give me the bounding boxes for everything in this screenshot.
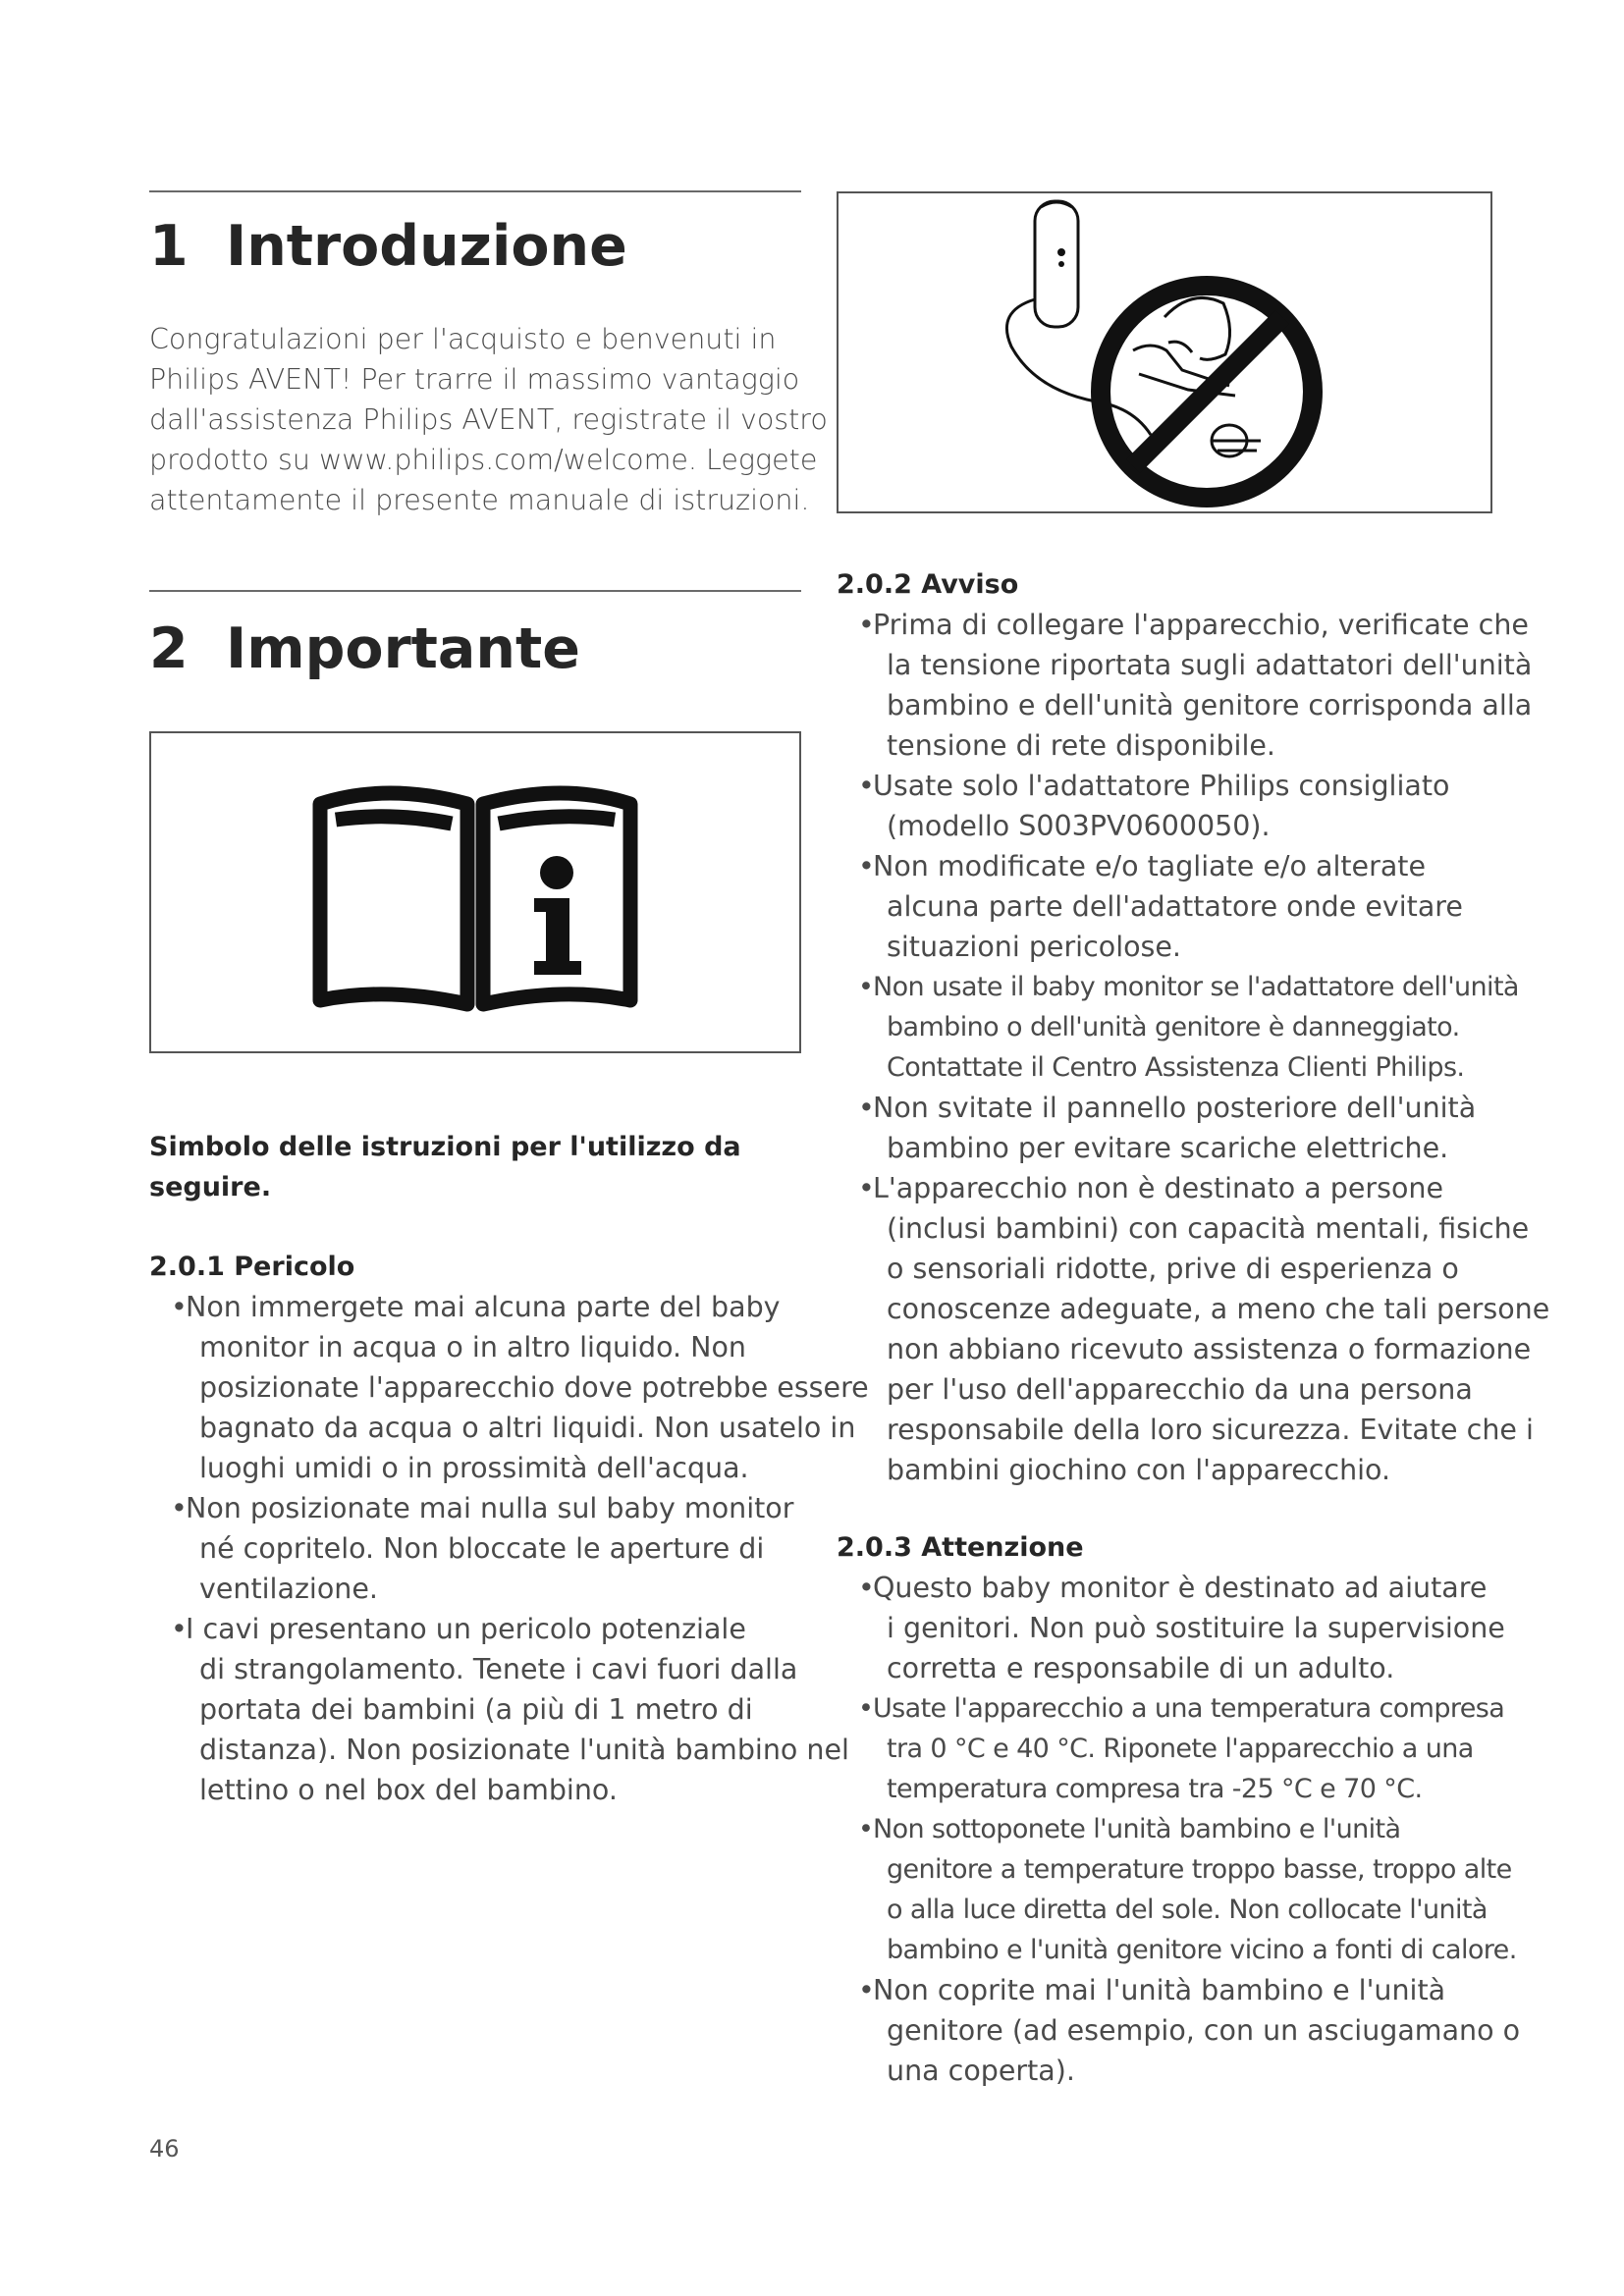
list-item-line: ventilazione. (199, 1573, 378, 1605)
info-book-icon (151, 733, 799, 1051)
symbol-caption-line: seguire. (149, 1172, 272, 1202)
list-item: • I cavi presentano un pericolo potenziale di strangolamento. Tenete i cavi fuori dalla portata dei bambini (a più di 1 metro di distanza). Non posizionate l'unità bambino nel lettino o nel box del bambino. (149, 1609, 817, 1810)
list-item-line: distanza). Non posizionate l'unità bambino nel (199, 1734, 849, 1766)
pericolo-heading: 2.0.1 Pericolo (149, 1252, 355, 1282)
list-item-line: bambino o dell'unità genitore è danneggiato. (887, 1012, 1460, 1042)
intro-line: Philips AVENT! Per trarre il massimo vantaggio (149, 363, 800, 396)
list-item-line: bambino per evitare scariche elettriche. (887, 1132, 1449, 1164)
section1-number: 1 (149, 214, 189, 279)
avviso-list-rest (837, 1088, 1550, 1490)
list-item-line: L'apparecchio non è destinato a persone (873, 1172, 1443, 1204)
list-item-line: non abbiano ricevuto assistenza o formazione (887, 1333, 1532, 1365)
intro-line: attentamente il presente manuale di istruzioni. (149, 484, 810, 516)
list-item-line: Non modificate e/o tagliate e/o alterate (873, 850, 1426, 882)
list-item-line: (inclusi bambini) con capacità mentali, fisiche (887, 1212, 1530, 1245)
attenzione-heading: 2.0.3 Attenzione (837, 1532, 1084, 1563)
avviso-section (837, 564, 1550, 1490)
list-item: • Usate solo l'adattatore Philips consigliato (modello S003PV0600050). (837, 766, 1524, 846)
intro-line: Congratulazioni per l'acquisto e benvenuti in (149, 323, 777, 355)
section2-heading (149, 616, 580, 681)
section2-number: 2 (149, 616, 189, 681)
symbol-caption-line: Simbolo delle istruzioni per l'utilizzo da (149, 1132, 741, 1162)
list-item-line: Usate l'apparecchio a una temperatura compresa (873, 1693, 1505, 1724)
attenzione-section (837, 1527, 1524, 2091)
page-number: 46 (149, 2135, 180, 2163)
list-item-line: Non sottoponete l'unità bambino e l'unità (873, 1814, 1401, 1844)
list-item: • Non posizionate mai nulla sul baby monitor né copritelo. Non bloccate le aperture di ventilazione. (149, 1488, 817, 1609)
list-item: • L'apparecchio non è destinato a persone (inclusi bambini) con capacità mentali, fisiche o sensoriali ridotte, prive di esperienza o conoscenze adeguate, a meno che tali persone non abbiano ricevuto assistenza o formazione per l'uso dell'apparecchio da una persona responsabile della loro sicurezza. Evitate che i bambini giochino con l'apparecchio. (837, 1168, 1524, 1490)
list-item-line: Questo baby monitor è destinato ad aiutare (873, 1572, 1488, 1604)
list-item-line: alcuna parte dell'adattatore onde evitare (887, 890, 1463, 923)
list-item: • Non coprite mai l'unità bambino e l'unità genitore (ad esempio, con un asciugamano o una coperta). (837, 1970, 1524, 2091)
list-item: • Non immergete mai alcuna parte del baby monitor in acqua o in altro liquido. Non posizionate l'apparecchio dove potrebbe essere bagnato da acqua o altri liquidi. Non usatelo in luoghi umidi o in prossimità dell'acqua. (149, 1287, 817, 1488)
list-item-line: tra 0 °C e 40 °C. Riponete l'apparecchio a una (887, 1734, 1474, 1764)
list-item-line: o alla luce diretta del sole. Non collocate l'unità (887, 1895, 1488, 1925)
attenzione-list-condensed (837, 1688, 1524, 1970)
avviso-list (837, 605, 1533, 967)
list-item-line: corretta e responsabile di un adulto. (887, 1652, 1395, 1684)
list-item-line: tensione di rete disponibile. (887, 729, 1275, 762)
list-item-line: Non posizionate mai nulla sul baby monitor (186, 1492, 794, 1524)
list-item: • Non sottoponete l'unità bambino e l'unità genitore a temperature troppo basse, troppo alte o alla luce diretta del sole. Non collocate l'unità bambino e l'unità genitore vicino a fonti di calore. (837, 1809, 1524, 1970)
list-item-line: portata dei bambini (a più di 1 metro di (199, 1693, 753, 1726)
list-item-line: per l'uso dell'apparecchio da una persona (887, 1373, 1473, 1406)
list-item-line: responsabile della loro sicurezza. Evitate che i (887, 1414, 1534, 1446)
intro-paragraph (149, 319, 828, 520)
attenzione-list (837, 1568, 1524, 1688)
list-item: • Non usate il baby monitor se l'adattatore dell'unità bambino o dell'unità genitore è danneggiato. Contattate il Centro Assistenza Clienti Philips. (837, 967, 1524, 1088)
list-item-line: luoghi umidi o in prossimità dell'acqua. (199, 1452, 749, 1484)
section1-title: Introduzione (226, 214, 627, 279)
attenzione-list-rest (837, 1970, 1524, 2091)
symbol-caption (149, 1127, 741, 1207)
list-item-line: Non svitate il pannello posteriore dell'unità (873, 1092, 1477, 1124)
list-item-line: bambino e l'unità genitore vicino a fonti di calore. (887, 1935, 1517, 1965)
list-item-line: Contattate il Centro Assistenza Clienti Philips. (887, 1052, 1465, 1083)
list-item-line: Usate solo l'adattatore Philips consigliato (873, 770, 1450, 802)
list-item-line: lettino o nel box del bambino. (199, 1774, 618, 1806)
intro-line: dall'assistenza Philips AVENT, registrate il vostro (149, 403, 828, 436)
list-item-line: genitore (ad esempio, con un asciugamano o (887, 2014, 1521, 2047)
intro-line: prodotto su www.philips.com/welcome. Leggete (149, 444, 818, 476)
list-item: • Non modificate e/o tagliate e/o alterate alcuna parte dell'adattatore onde evitare situazioni pericolose. (837, 846, 1524, 967)
list-item-line: Non immergete mai alcuna parte del baby (186, 1291, 781, 1323)
list-item-line: temperatura compresa tra -25 °C e 70 °C. (887, 1774, 1423, 1804)
list-item-line: di strangolamento. Tenete i cavi fuori dalla (199, 1653, 798, 1685)
list-item-line: i genitori. Non può sostituire la supervisione (887, 1612, 1505, 1644)
list-item-line: I cavi presentano un pericolo potenziale (186, 1613, 746, 1645)
list-item-line: o sensoriali ridotte, prive di esperienza o (887, 1253, 1459, 1285)
list-item-line: Non coprite mai l'unità bambino e l'unità (873, 1974, 1446, 2006)
avviso-heading: 2.0.2 Avviso (837, 569, 1019, 600)
list-item-line: monitor in acqua o in altro liquido. Non (199, 1331, 746, 1363)
instructions-symbol-figure (149, 731, 801, 1053)
list-item-line: bagnato da acqua o altri liquidi. Non usatelo in (199, 1412, 856, 1444)
cable-warning-figure (837, 191, 1492, 513)
pericolo-list (149, 1287, 869, 1810)
list-item-line: la tensione riportata sugli adattatori dell'unità (887, 649, 1533, 681)
section1-heading (149, 214, 627, 279)
no-cable-near-baby-icon (839, 193, 1490, 511)
list-item-line: genitore a temperature troppo basse, troppo alte (887, 1854, 1512, 1885)
list-item-line: posizionate l'apparecchio dove potrebbe essere (199, 1371, 869, 1404)
list-item-line: bambino e dell'unità genitore corrisponda alla (887, 689, 1533, 721)
section2-title: Importante (226, 616, 580, 681)
list-item: • Non svitate il pannello posteriore dell'unità bambino per evitare scariche elettriche. (837, 1088, 1524, 1168)
list-item-line: (modello S003PV0600050). (887, 810, 1271, 842)
list-item-line: una coperta). (887, 2055, 1075, 2087)
list-item: • Questo baby monitor è destinato ad aiutare i genitori. Non può sostituire la supervisione corretta e responsabile di un adulto. (837, 1568, 1524, 1688)
list-item-line: né copritelo. Non bloccate le aperture di (199, 1532, 765, 1565)
list-item: • Prima di collegare l'apparecchio, verificate che la tensione riportata sugli adattatori dell'unità bambino e dell'unità genitore corrisponda alla tensione di rete disponibile. (837, 605, 1524, 766)
section2-rule (149, 590, 801, 592)
pericolo-section (149, 1247, 869, 1810)
section1-rule (149, 190, 801, 192)
list-item-line: bambini giochino con l'apparecchio. (887, 1454, 1391, 1486)
list-item: • Usate l'apparecchio a una temperatura compresa tra 0 °C e 40 °C. Riponete l'apparecchio a una temperatura compresa tra -25 °C e 70 °C. (837, 1688, 1524, 1809)
list-item-line: Prima di collegare l'apparecchio, verificate che (873, 609, 1529, 641)
list-item-line: Non usate il baby monitor se l'adattatore dell'unità (873, 972, 1519, 1002)
list-item-line: situazioni pericolose. (887, 931, 1181, 963)
avviso-list-condensed (837, 967, 1524, 1088)
list-item-line: conoscenze adeguate, a meno che tali persone (887, 1293, 1550, 1325)
